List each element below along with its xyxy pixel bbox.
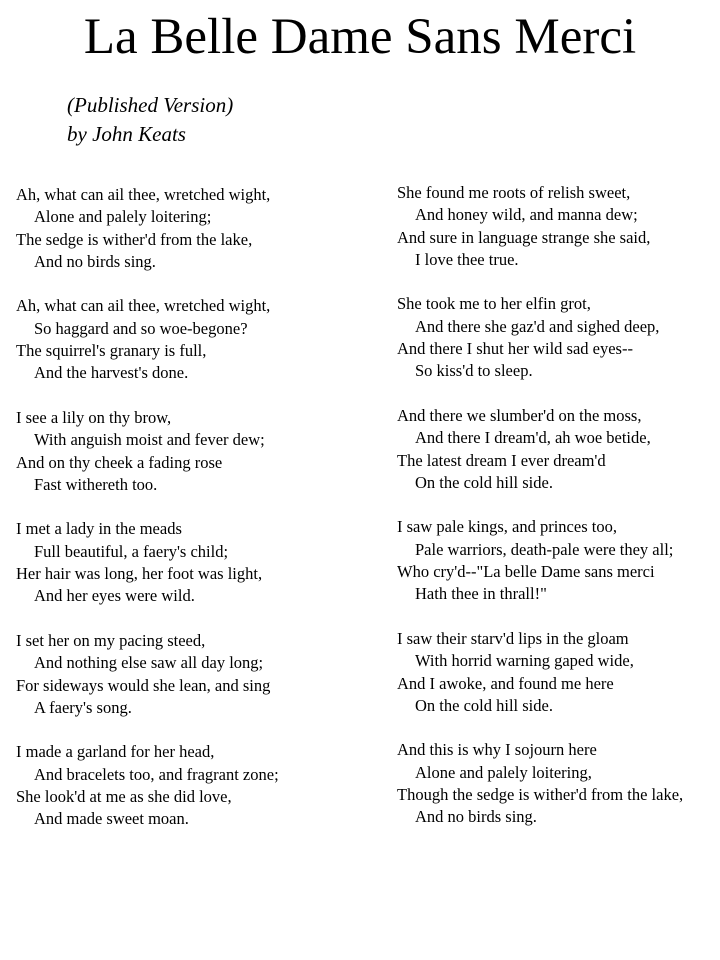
poem-line: Her hair was long, her foot was light, bbox=[16, 564, 263, 584]
stanza bbox=[397, 628, 720, 717]
poem-line: Alone and palely loitering, bbox=[415, 762, 592, 782]
poem-line: And this is why I sojourn here bbox=[397, 740, 597, 760]
stanza bbox=[397, 405, 720, 494]
poem-line: I see a lily on thy brow, bbox=[16, 407, 172, 427]
poem-line: The latest dream I ever dream'd bbox=[397, 450, 606, 470]
poem-line: Hath thee in thrall!" bbox=[415, 584, 547, 604]
poem-line: And no birds sing. bbox=[34, 251, 156, 271]
poem-line: And there I shut her wild sad eyes-- bbox=[397, 339, 633, 359]
stanza bbox=[397, 516, 720, 605]
poem-line: So haggard and so woe-begone? bbox=[34, 318, 248, 338]
poem-line: And made sweet moan. bbox=[34, 809, 189, 829]
poem-line: The squirrel's granary is full, bbox=[16, 341, 207, 361]
poem-line: Full beautiful, a faery's child; bbox=[34, 541, 229, 561]
poem-line: And bracelets too, and fragrant zone; bbox=[34, 764, 279, 784]
poem-line: With anguish moist and fever dew; bbox=[34, 430, 265, 450]
stanza bbox=[16, 741, 346, 830]
poem-line: I met a lady in the meads bbox=[16, 519, 182, 539]
poem-line: I set her on my pacing steed, bbox=[16, 630, 206, 650]
poem-line: Ah, what can ail thee, wretched wight, bbox=[16, 185, 271, 204]
poem-line: And sure in language strange she said, bbox=[397, 227, 651, 247]
poem-line: And there she gaz'd and sighed deep, bbox=[415, 316, 660, 336]
stanza bbox=[16, 184, 346, 273]
poem-line: And I awoke, and found me here bbox=[397, 673, 614, 693]
poem-column-right bbox=[397, 182, 720, 851]
stanza bbox=[397, 182, 720, 271]
poem-line: I saw pale kings, and princes too, bbox=[397, 517, 617, 537]
poem-line: Fast withereth too. bbox=[34, 474, 158, 494]
poem-line: And no birds sing. bbox=[415, 807, 537, 827]
poem-line: The sedge is wither'd from the lake, bbox=[16, 229, 253, 249]
poem-column-left bbox=[16, 184, 346, 853]
poem-line: She took me to her elfin grot, bbox=[397, 294, 591, 314]
poem-line: And honey wild, and manna dew; bbox=[415, 205, 638, 225]
stanza bbox=[16, 407, 346, 496]
poem-line: On the cold hill side. bbox=[415, 695, 553, 715]
poem-line: And nothing else saw all day long; bbox=[34, 653, 264, 673]
poem-line: She look'd at me as she did love, bbox=[16, 787, 232, 807]
version-note: (Published Version) bbox=[67, 93, 234, 117]
poem-line: I love thee true. bbox=[415, 249, 519, 269]
poem-line: Alone and palely loitering; bbox=[34, 207, 212, 227]
poem-line: Pale warriors, death-pale were they all; bbox=[415, 539, 674, 559]
stanza bbox=[397, 739, 720, 828]
poem-line: And the harvest's done. bbox=[34, 363, 189, 383]
poem-line: I saw their starv'd lips in the gloam bbox=[397, 628, 629, 648]
stanza bbox=[397, 293, 720, 382]
poem-line: A faery's song. bbox=[34, 697, 132, 717]
poem-line: So kiss'd to sleep. bbox=[415, 361, 533, 381]
poem-line: On the cold hill side. bbox=[415, 472, 553, 492]
poem-title: La Belle Dame Sans Merci bbox=[83, 9, 637, 65]
poem-line: Though the sedge is wither'd from the lake, bbox=[397, 785, 684, 805]
poem-line: Ah, what can ail thee, wretched wight, bbox=[16, 296, 271, 316]
poem-line: She found me roots of relish sweet, bbox=[397, 183, 631, 202]
poem-line: Who cry'd--"La belle Dame sans merci bbox=[397, 562, 655, 582]
author-line: by John Keats bbox=[67, 122, 186, 146]
stanza bbox=[16, 295, 346, 384]
stanza bbox=[16, 518, 346, 607]
poem-line: I made a garland for her head, bbox=[16, 742, 215, 762]
poem-line: And there we slumber'd on the moss, bbox=[397, 405, 642, 425]
byline bbox=[67, 91, 233, 149]
stanza bbox=[16, 630, 346, 719]
poem-line: For sideways would she lean, and sing bbox=[16, 675, 271, 695]
poem-line: With horrid warning gaped wide, bbox=[415, 651, 634, 671]
poem-line: And there I dream'd, ah woe betide, bbox=[415, 428, 651, 448]
poem-line: And her eyes were wild. bbox=[34, 586, 195, 606]
poem-line: And on thy cheek a fading rose bbox=[16, 452, 223, 472]
